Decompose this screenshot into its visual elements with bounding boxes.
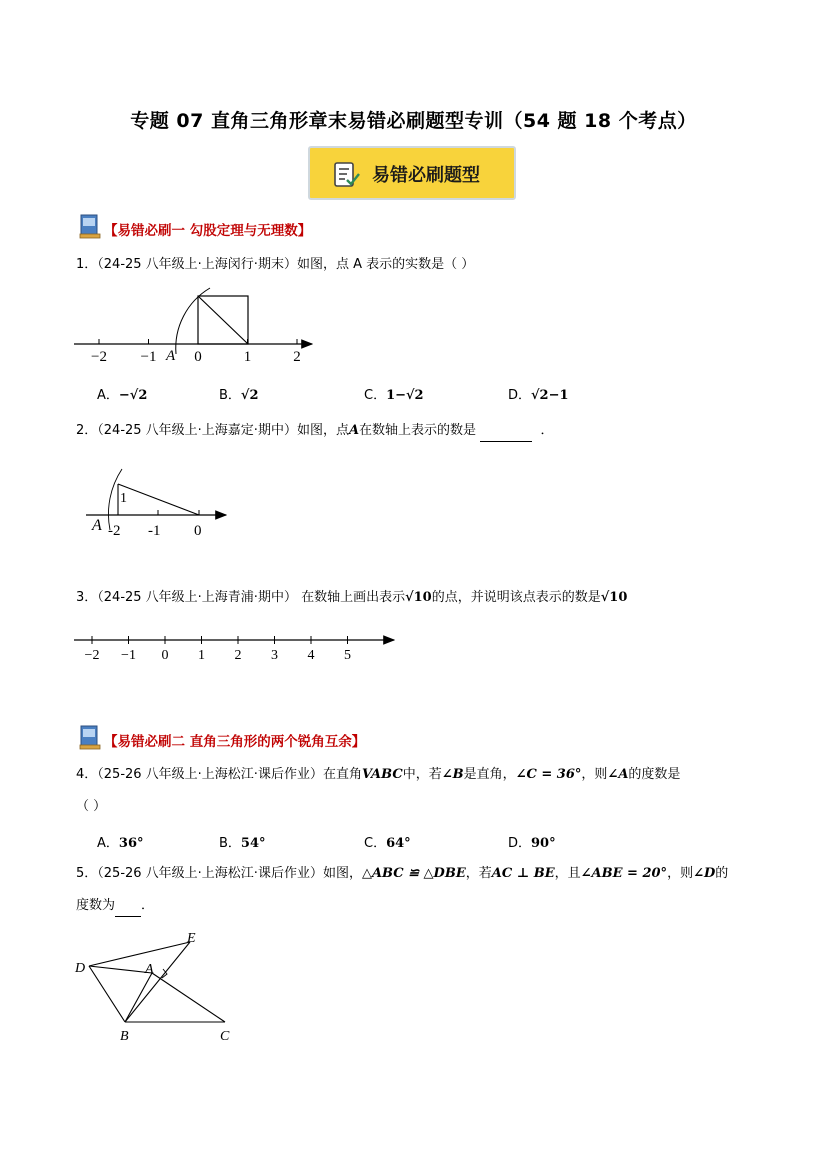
q4-option-d[interactable] — [508, 832, 556, 851]
tick-label: −1 — [121, 648, 136, 663]
vertex-label-e: E — [187, 931, 196, 946]
option-letter: B． — [219, 836, 241, 851]
q4-text: 中，若 — [402, 767, 442, 782]
tick-label: −2 — [91, 349, 107, 365]
q5-math: △ABC ≌ △DBE — [361, 866, 466, 881]
page-title: 专题 07 直角三角形章末易错必刷题型专训（54 题 18 个考点） — [130, 110, 697, 132]
question-5-figure — [70, 926, 240, 1050]
q2-text-after: 在数轴上表示的数是 — [359, 423, 477, 438]
vertex-label-a: A — [145, 962, 154, 977]
q4-math: ∠B — [441, 767, 464, 782]
vertex-label-b: B — [120, 1029, 129, 1044]
q2-height-label: 1 — [120, 491, 127, 506]
section-2-heading: 【易错必刷二 直角三角形的两个锐角互余】 — [104, 734, 366, 750]
option-letter: D． — [508, 388, 532, 403]
tick-label: −2 — [84, 648, 100, 663]
q5-math: AC ⊥ BE — [491, 866, 555, 881]
q5-math: ∠D — [693, 866, 716, 881]
tick-label: 1 — [198, 648, 205, 663]
book-icon — [78, 214, 102, 240]
q5-text: ，则 — [667, 866, 694, 881]
q5-text: ，且 — [554, 866, 581, 881]
q5-text: ，若 — [465, 866, 492, 881]
tick-label: 0 — [194, 349, 202, 365]
q3-text-middle: 的点，并说明该点表示的数是 — [431, 590, 601, 605]
question-3-number-line — [72, 628, 402, 664]
option-letter: C． — [364, 836, 387, 851]
tick-label: -2 — [108, 523, 121, 539]
vertex-label-c: C — [220, 1029, 230, 1044]
option-value: 1−√2 — [386, 388, 424, 403]
option-value: 54° — [240, 836, 266, 851]
q2-point: A — [348, 423, 360, 438]
answer-blank[interactable] — [480, 421, 532, 442]
tick-label: 0 — [161, 648, 169, 663]
tick-label: 1 — [243, 349, 252, 365]
tick-label: −1 — [140, 349, 157, 365]
q2-text-before: 2．（24-25 八年级上·上海嘉定·期中）如图，点 — [76, 423, 349, 438]
q4-option-c[interactable] — [364, 832, 411, 851]
option-letter: D． — [508, 836, 532, 851]
vertex-label-d: D — [75, 961, 86, 976]
q4-option-b[interactable] — [219, 832, 266, 851]
q3-text-before: 3．（24-25 八年级上·上海青浦·期中） 在数轴上画出表示 — [76, 590, 406, 605]
q5-text: 的 — [715, 866, 729, 881]
tick-label: 0 — [194, 523, 202, 539]
book-icon — [78, 725, 102, 751]
q1-option-b[interactable] — [219, 384, 259, 403]
option-value: −√2 — [118, 388, 148, 403]
q1-point-label: A — [166, 348, 176, 364]
option-value: 64° — [386, 836, 411, 851]
q4-math: ∠C = 36° — [515, 767, 582, 782]
q4-option-a[interactable] — [97, 832, 144, 851]
option-letter: A． — [97, 388, 119, 403]
question-3-text — [76, 588, 627, 608]
option-value: 36° — [118, 836, 144, 851]
q1-option-c[interactable] — [364, 384, 424, 403]
q5-text: ． — [141, 898, 155, 913]
option-letter: C． — [364, 388, 387, 403]
question-1-figure — [70, 282, 322, 368]
q3-radical: √10 — [405, 590, 432, 605]
section-1-heading: 【易错必刷一 勾股定理与无理数】 — [104, 223, 312, 239]
question-2-text — [76, 421, 553, 442]
tick-label: 2 — [293, 349, 301, 365]
q5-math: ∠ABE = 20° — [580, 866, 668, 881]
q4-text: 4．（25-26 八年级上·上海松江·课后作业）在直角 — [76, 767, 362, 782]
answer-blank[interactable] — [115, 896, 141, 917]
tick-label: 5 — [344, 648, 351, 663]
q4-math: ∠A — [607, 767, 629, 782]
q5-text: 度数为 — [76, 898, 116, 913]
option-letter: A． — [97, 836, 119, 851]
q5-text: 5．（25-26 八年级上·上海松江·课后作业）如图， — [76, 866, 362, 881]
section-banner — [308, 146, 516, 200]
question-1-text: 1．（24-25 八年级上·上海闵行·期末）如图，点 A 表示的实数是（ ） — [76, 257, 475, 272]
q4-math: VABC — [361, 767, 403, 782]
question-5-line2 — [76, 896, 154, 917]
question-2-figure — [84, 464, 234, 544]
tick-label: 4 — [307, 648, 315, 663]
tick-label: 3 — [271, 648, 278, 663]
q1-option-d[interactable] — [508, 384, 569, 403]
option-letter: B． — [219, 388, 241, 403]
option-value: 90° — [531, 836, 556, 851]
option-value: √2−1 — [531, 388, 569, 403]
q2-point-label: A — [92, 517, 102, 534]
q1-option-a[interactable] — [97, 384, 147, 403]
q3-radical: √10 — [600, 590, 628, 605]
q4-text: 是直角， — [463, 767, 516, 782]
banner-label: 易错必刷题型 — [372, 165, 480, 186]
question-4-line2: （ ） — [76, 799, 107, 814]
checklist-icon — [332, 161, 362, 189]
question-4-text — [76, 765, 680, 785]
tick-label: 2 — [234, 648, 242, 663]
q2-end: ． — [540, 423, 554, 438]
tick-label: -1 — [148, 523, 161, 539]
question-5-text — [76, 864, 728, 884]
option-value: √2 — [240, 388, 259, 403]
q4-text: ，则 — [581, 767, 608, 782]
q4-text: 的度数是 — [628, 767, 681, 782]
